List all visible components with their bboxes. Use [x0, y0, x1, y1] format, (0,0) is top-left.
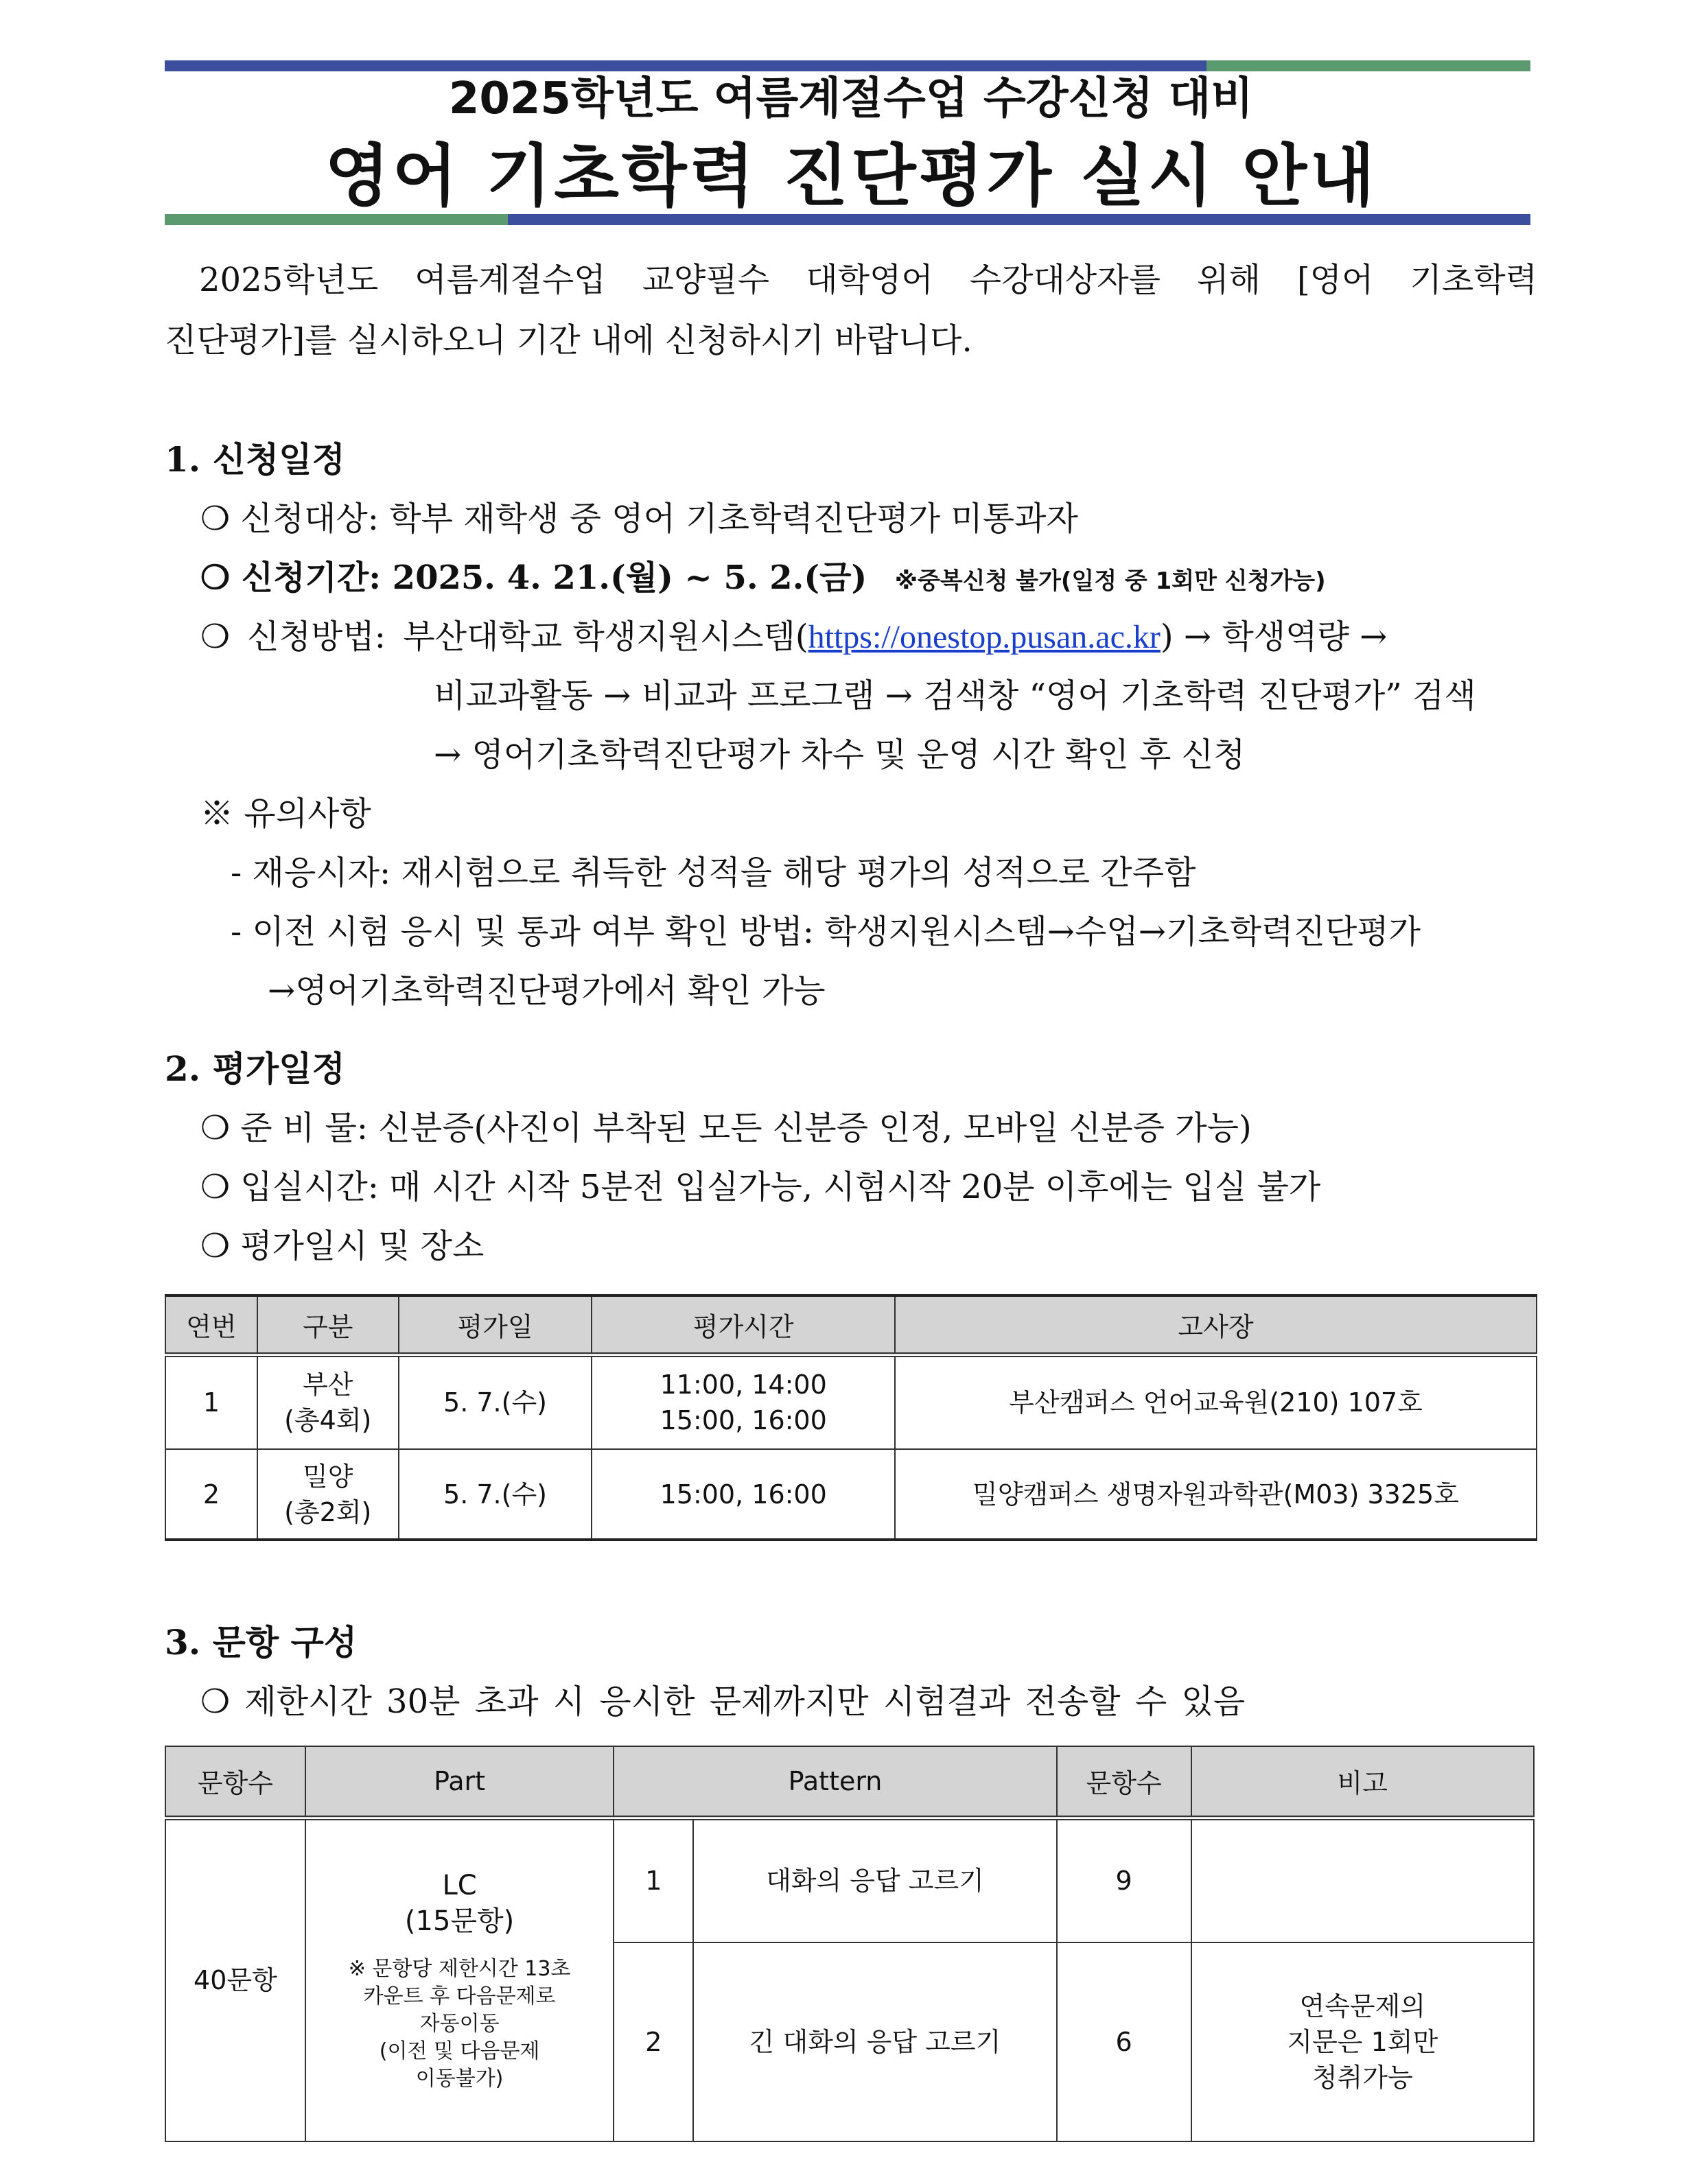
row-place: 부산캠퍼스 언어교육원(210) 107호 [895, 1354, 1537, 1449]
row-date: 5. 7.(수) [399, 1354, 592, 1449]
part-name: LC [442, 1870, 477, 1902]
row-date: 5. 7.(수) [399, 1449, 592, 1540]
period-note: ※중복신청 불가(일정 중 1회만 신청가능) [894, 567, 1326, 595]
circle-bullet-icon: ❍ [200, 618, 231, 656]
circle-bullet-icon: ❍ [200, 1682, 231, 1721]
header-total: 문항수 [165, 1746, 305, 1818]
section1-heading: 1. 신청일정 [165, 439, 345, 480]
intro-line-1: 2025학년도 여름계절수업 교양필수 대학영어 수강대상자를 위해 [영어 기초학력 [199, 261, 1537, 299]
row-time-2: 15:00, 16:00 [660, 1405, 827, 1436]
part-note-3: 자동이동 [419, 2012, 500, 2036]
onestop-link[interactable]: https://onestop.pusan.ac.kr [808, 619, 1161, 655]
notes-heading: ※ 유의사항 [200, 795, 371, 833]
schedule-table [165, 1294, 1537, 1541]
section2-heading: 2. 평가일정 [165, 1048, 345, 1089]
part-note-5: 이동불가) [415, 2067, 504, 2091]
circle-bullet-icon: ❍ [200, 1109, 231, 1147]
part-count: (15문항) [404, 1905, 515, 1938]
header-remark: 비고 [1191, 1746, 1534, 1818]
header-campus: 구분 [257, 1295, 399, 1354]
pattern-remark [1191, 1818, 1534, 1942]
pattern-remark-3: 청취가능 [1312, 2063, 1413, 2093]
target-label: 신청대상: [240, 500, 379, 538]
row-campus: 부산 [303, 1370, 353, 1400]
table-row [165, 1449, 1537, 1540]
pattern-count: 6 [1057, 1942, 1191, 2141]
period-value: 2025. 4. 21.(월) ~ 5. 2.(금) [392, 559, 867, 597]
entry-row [200, 1166, 1320, 1208]
row-place: 밀양캠퍼스 생명자원과학관(M03) 3325호 [895, 1449, 1537, 1540]
period-label: 신청기간: [241, 559, 381, 597]
header-pattern: Pattern [614, 1746, 1056, 1818]
title-bar-top-green [1206, 60, 1530, 71]
header-part: Part [305, 1746, 614, 1818]
pattern-no: 1 [614, 1818, 693, 1942]
prep-text: 준 비 물: 신분증(사진이 부착된 모든 신분증 인정, 모바일 신분증 가능) [240, 1109, 1252, 1147]
part-note-1: ※ 문항당 제한시간 13초 [348, 1957, 571, 1982]
row-campus: 밀양 [303, 1461, 353, 1492]
header-no: 연번 [165, 1295, 257, 1354]
method-text-pre: 부산대학교 학생지원시스템( [403, 618, 808, 656]
limit-text: 제한시간 30분 초과 시 응시한 문제까지만 시험결과 전송할 수 있음 [244, 1682, 1246, 1721]
part-note-2: 카운트 후 다음문제로 [363, 1984, 556, 2009]
composition-table [165, 1746, 1535, 2142]
pattern-remark-2: 지문은 1회만 [1287, 2027, 1438, 2057]
target-value: 학부 재학생 중 영어 기초학력진단평가 미통과자 [389, 500, 1078, 538]
title-line-1: 2025학년도 여름계절수업 수강신청 대비 [448, 73, 1254, 124]
circle-bullet-icon: ❍ [200, 559, 231, 597]
prep-row [200, 1107, 1252, 1149]
part-note-4: (이전 및 다음문제 [379, 2039, 540, 2064]
circle-bullet-icon: ❍ [200, 500, 231, 538]
method-line-3: → 영어기초학력진단평가 차수 및 운영 시간 확인 후 신청 [434, 736, 1246, 774]
method-text-post: ) → 학생역량 → [1160, 618, 1388, 656]
row-time-1: 11:00, 14:00 [660, 1370, 827, 1400]
note-2: - 이전 시험 응시 및 통과 여부 확인 방법: 학생지원시스템→수업→기초학력진단평가 [231, 913, 1421, 951]
total-questions: 40문항 [165, 1818, 305, 2141]
circle-bullet-icon: ❍ [200, 1168, 231, 1206]
intro-line-2: 진단평가]를 실시하오니 기간 내에 신청하시기 바랍니다. [165, 321, 972, 360]
title-line-2: 영어 기초학력 진단평가 실시 안내 [325, 137, 1377, 215]
header-count: 문항수 [1057, 1746, 1191, 1818]
schedule-row [200, 1225, 484, 1267]
pattern-remark-1: 연속문제의 [1299, 1991, 1426, 2021]
pattern-name: 대화의 응답 고르기 [693, 1818, 1056, 1942]
method-label: 신청방법: [247, 618, 386, 656]
entry-text: 입실시간: 매 시간 시작 5분전 입실가능, 시험시작 20분 이후에는 입실 불가 [240, 1168, 1321, 1206]
note-2-continued: →영어기초학력진단평가에서 확인 가능 [268, 972, 826, 1010]
header-time: 평가시간 [592, 1295, 895, 1354]
header-date: 평가일 [399, 1295, 592, 1354]
target-row [200, 498, 1078, 539]
row-count: (총2회) [284, 1496, 372, 1527]
table-row [165, 1354, 1537, 1449]
pattern-no: 2 [614, 1942, 693, 2141]
note-1: - 재응시자: 재시험으로 취득한 성적을 해당 평가의 성적으로 간주함 [231, 854, 1196, 892]
row-no: 2 [165, 1449, 257, 1540]
section3-heading: 3. 문항 구성 [165, 1622, 358, 1663]
circle-bullet-icon: ❍ [200, 1227, 231, 1265]
pattern-count: 9 [1057, 1818, 1191, 1942]
period-row [200, 557, 1326, 602]
table-row [165, 1818, 1534, 1942]
schedule-text: 평가일시 및 장소 [240, 1227, 485, 1265]
row-time-1: 15:00, 16:00 [592, 1449, 895, 1540]
row-no: 1 [165, 1354, 257, 1449]
method-line-2: 비교과활동 → 비교과 프로그램 → 검색창 “영어 기초학력 진단평가” 검색 [434, 677, 1476, 715]
row-count: (총4회) [284, 1405, 372, 1436]
method-row [200, 616, 1387, 658]
limit-row [200, 1681, 1245, 1722]
title-bar-top-navy [165, 60, 1206, 71]
header-place: 고사장 [895, 1295, 1537, 1354]
pattern-name: 긴 대화의 응답 고르기 [693, 1942, 1056, 2141]
